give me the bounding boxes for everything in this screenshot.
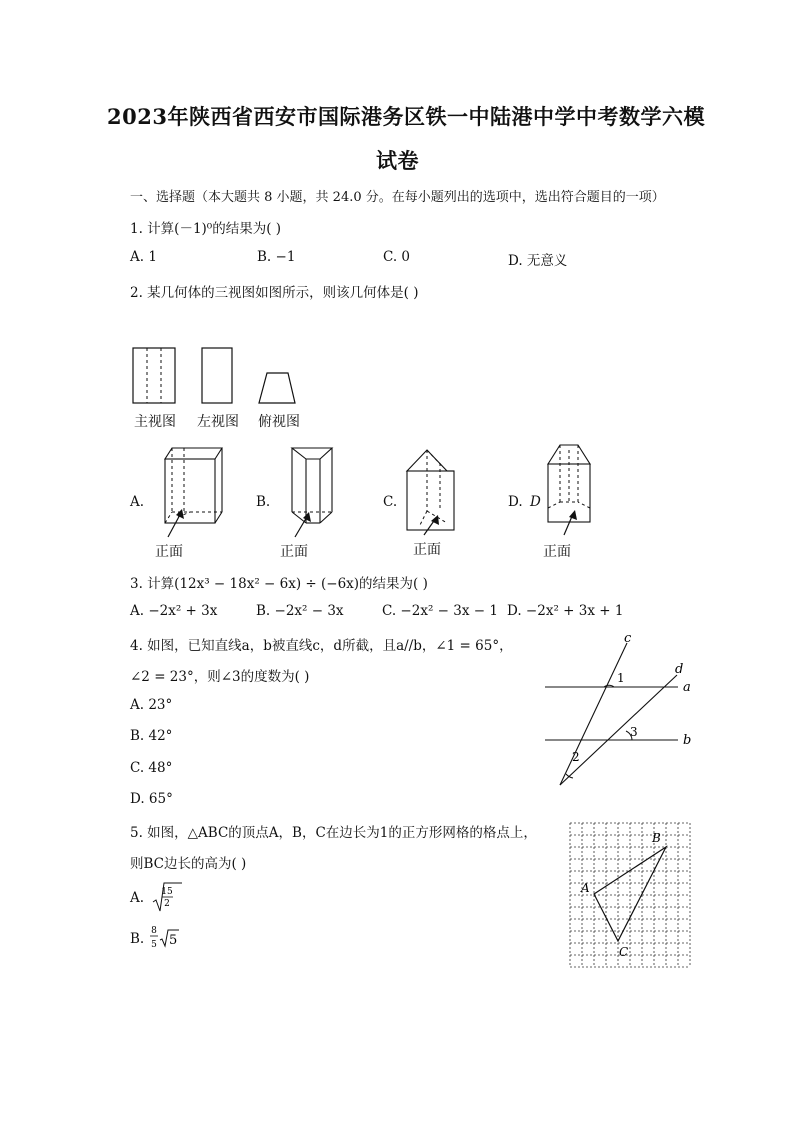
q4-label-a: a [683, 680, 691, 695]
q5-option-b-root: 5 [169, 933, 178, 948]
q4-option-c: C. 48° [130, 760, 173, 776]
solid-c-figure [400, 445, 460, 540]
q2-option-c-label: C. [383, 494, 398, 510]
q4-option-a: A. 23° [130, 697, 173, 713]
q4-option-b: B. 42° [130, 728, 173, 744]
solid-a-figure [160, 445, 230, 540]
q5-option-a-num: 15 [161, 887, 173, 897]
page-title-line1: 2023年陕西省西安市国际港务区铁一中陆港中学中考数学六模 [107, 104, 705, 129]
q1-option-d: D. 无意义 [508, 253, 568, 269]
q5-stem-line2: 则BC边长的高为( ) [130, 856, 247, 872]
front-label-b: 正面 [280, 544, 308, 560]
three-views-figure [125, 340, 315, 410]
q2-option-a-label: A. [130, 494, 145, 510]
q3-option-d: D. −2x² + 3x + 1 [507, 603, 624, 619]
q3-option-b: B. −2x² − 3x [256, 603, 344, 619]
q4-label-angle1: 1 [617, 671, 625, 685]
q3-stem: 3. 计算(12x³ − 18x² − 6x) ÷ (−6x)的结果为( ) [130, 576, 428, 592]
q4-stem-line1: 4. 如图，已知直线a，b被直线c，d所截，且a//b，∠1 = 65°， [130, 638, 513, 654]
view-label-left: 左视图 [197, 414, 239, 430]
q4-stem-line2: ∠2 = 23°，则∠3的度数为( ) [130, 669, 310, 685]
q5-label-b: B [652, 831, 661, 845]
solid-b-figure [287, 445, 347, 540]
q1-option-c: C. 0 [383, 249, 411, 265]
q4-label-angle2: 2 [572, 750, 580, 764]
view-label-front: 主视图 [134, 414, 176, 430]
front-label-d: 正面 [543, 544, 571, 560]
q5-label-c: C [619, 945, 629, 959]
q5-option-b-label: B. [130, 931, 145, 947]
q4-label-d: d [675, 662, 684, 677]
q4-lines-figure [540, 630, 700, 790]
section-header: 一、选择题（本大题共 8 小题，共 24.0 分。在每小题列出的选项中，选出符合题目的一项） [130, 190, 665, 205]
q2-option-d-label: D. [508, 494, 523, 510]
front-label-c: 正面 [413, 542, 441, 558]
q1-option-b: B. −1 [257, 249, 296, 265]
q5-option-a-sqrt [150, 880, 184, 914]
q2-stem: 2. 某几何体的三视图如图所示，则该几何体是( ) [130, 285, 419, 301]
q5-option-a-den: 2 [164, 899, 170, 909]
q4-option-d: D. 65° [130, 791, 173, 807]
view-label-top: 俯视图 [258, 414, 300, 430]
q4-label-angle3: 3 [630, 725, 638, 739]
page-title-line2: 试卷 [376, 148, 419, 173]
q3-option-c: C. −2x² − 3x − 1 [382, 603, 498, 619]
q5-option-b-num: 8 [151, 926, 157, 936]
q5-stem-line1: 5. 如图，△ABC的顶点A，B，C在边长为1的正方形网格的格点上， [130, 825, 537, 841]
q2-option-d-letter: D [530, 494, 541, 510]
q5-option-b-expr [148, 922, 182, 952]
q1-stem: 1. 计算(－1)⁰的结果为( ) [130, 221, 282, 237]
q5-label-a: A [581, 881, 590, 895]
q1-option-a: A. 1 [130, 249, 157, 265]
q4-label-c: c [624, 631, 632, 646]
front-label-a: 正面 [155, 544, 183, 560]
q5-option-b-den: 5 [151, 940, 157, 950]
q4-label-b: b [683, 733, 692, 748]
q2-option-b-label: B. [256, 494, 271, 510]
q5-grid-figure [565, 818, 695, 970]
solid-d-figure [540, 440, 600, 540]
q3-option-a: A. −2x² + 3x [130, 603, 218, 619]
q5-option-a-label: A. [130, 890, 145, 906]
